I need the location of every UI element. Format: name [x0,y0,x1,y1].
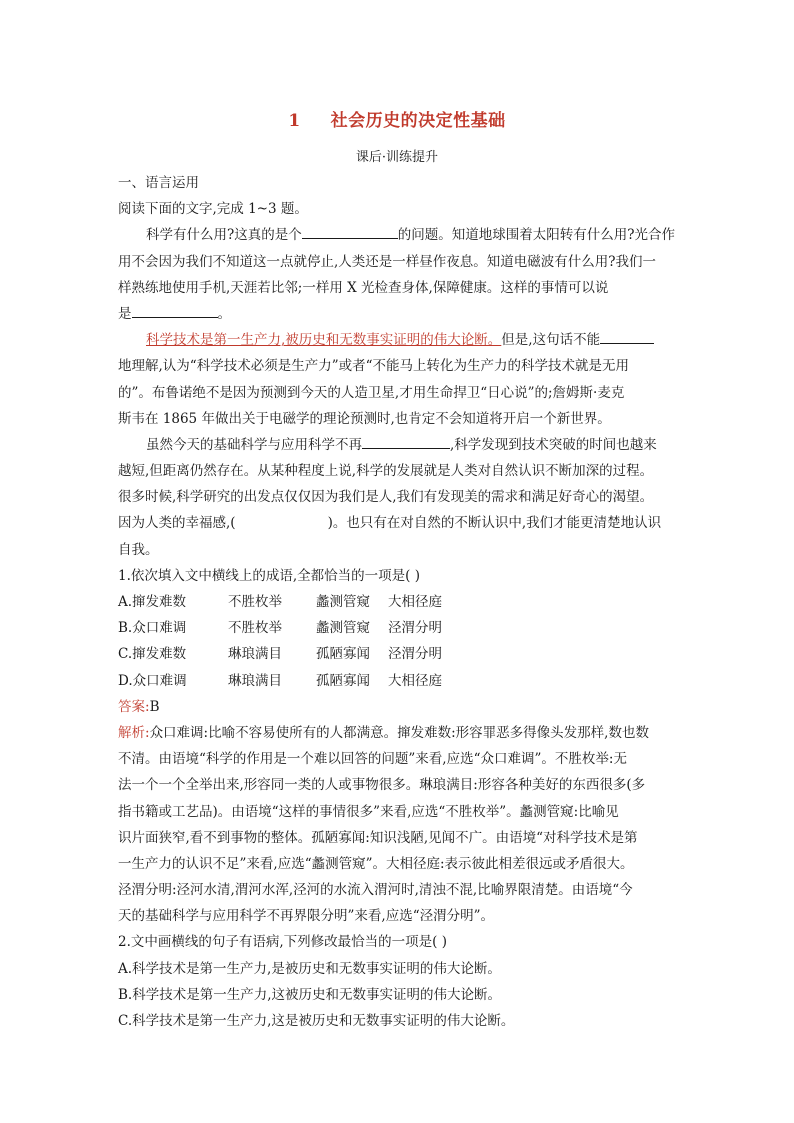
option-word: 不胜枚举 [228,620,282,637]
question-2-option: C.科学技术是第一生产力,这是被历史和无数事实证明的伟大论断。 [118,1013,515,1029]
lesson-number: 1 [288,111,301,131]
analysis-label: 解析: [118,724,150,741]
analysis-line: 指书籍或工艺品)。由语境“这样的事情很多”来看,应选“不胜枚举”。蠡测管窥:比喻见 [118,803,619,820]
question-1-option [118,615,678,641]
question-2-option: B.科学技术是第一生产力,这被历史和无数事实证明的伟大论断。 [118,986,502,1003]
instruction: 阅读下面的文字,完成 1~3 题。 [118,201,308,218]
analysis-line: 一生产力的认识不足”来看,应选“蠡测管窥”。大相径庭:表示彼此相差很远或矛盾很大。 [118,855,634,872]
passage-line [118,432,678,458]
passage-text: 因为人类的幸福感,( [118,515,236,532]
question-1-option [118,589,678,615]
answer-label: 答案: [118,698,150,715]
passage-line: 地理解,认为“科学技术必须是生产力”或者“不能马上转化为生产力的科学技术就是无用 [118,358,629,375]
passage-text: 虽然今天的基础科学与应用科学不再 [146,436,362,453]
option-word: 泾渭分明 [388,646,442,663]
option-word: 琳琅满目 [228,672,282,689]
option-word: 泾渭分明 [388,620,442,637]
passage-line [118,222,678,248]
question-1-option [118,641,678,667]
option-word: 琳琅满目 [228,646,282,663]
passage-text: 。 [217,305,231,322]
lesson-title [0,106,794,131]
passage-text: 科学有什么用?这真的是个 [146,227,302,244]
passage-line [118,301,678,327]
option-word: A.撺发难数 [118,594,187,610]
analysis-line: 天的基础科学与应用科学不再界限分明”来看,应选“泾渭分明”。 [118,908,494,925]
option-word: 大相径庭 [388,594,442,610]
passage-line: 很多时候,科学研究的出发点仅仅因为我们是人,我们有发现美的需求和满足好奇心的渴望。 [118,489,654,506]
question-2-option: A.科学技术是第一生产力,是被历史和无数事实证明的伟大论断。 [118,960,501,977]
subtitle: 课后·训练提升 [355,150,439,165]
fill-blank-2 [132,302,218,318]
question-2-stem: 2.文中画横线的句子有语病,下列修改最恰当的一项是( ) [118,934,447,951]
underlined-sentence: 科学技术是第一生产力,被历史和无数事实证明的伟大论断。 [146,332,502,349]
option-word: D.众口难调 [118,672,187,689]
passage-line: 用不会因为我们不知道这一点就停止,人类还是一样昼作夜息。知道电磁波有什么用?我们一 [118,253,657,270]
passage-line: 的”。布鲁诺绝不是因为预测到今天的人造卫星,才用生命捍卫“日心说”的;詹姆斯·麦克 [118,384,625,401]
option-word: 蠡测管窥 [316,620,370,637]
answer-value: B [149,698,160,715]
fill-blank-3 [600,328,654,344]
passage-text: 但是,这句话不能 [501,332,601,349]
passage-line: 斯韦在 1865 年做出关于电磁学的理论预测时,也肯定不会知道将开启一个新世界。 [118,410,611,427]
passage-line [118,327,678,353]
document-body [118,170,678,1034]
fill-blank-1 [302,223,398,239]
analysis-line: 识片面狭窄,看不到事物的整体。孤陋寡闻:知识浅陋,见闻不广。由语境“对科学技术是第 [118,829,638,846]
section-heading: 一、语言运用 [118,175,199,191]
analysis-line: 法一个一个全举出来,形容同一类的人或事物很多。琳琅满目:形容各种美好的东西很多(多 [118,777,646,794]
option-word: B.众口难调 [118,620,187,637]
fill-blank-4 [362,433,450,449]
passage-line: 样熟练地使用手机,天涯若比邻;一样用 X 光检查身体,保障健康。这样的事情可以说 [118,279,609,296]
passage-line: 自我。 [118,541,159,558]
analysis-text: 众口难调:比喻不容易使所有的人都满意。撺发难数:形容罪恶多得像头发那样,数也数 [149,724,649,741]
passage-line: 越短,但距离仍然存在。从某种程度上说,科学的发展就是人类对自然认识不断加深的过程。 [118,463,654,480]
passage-text: ,科学发现到技术突破的时间也越来 [450,436,657,453]
question-1-option [118,668,678,694]
analysis-line: 泾渭分明:泾河水清,渭河水浑,泾河的水流入渭河时,清浊不混,比喻界限清楚。由语境“今 [118,882,633,899]
option-word: 蠡测管窥 [316,594,370,610]
passage-text: 是 [118,305,132,322]
option-word: 孤陋寡闻 [316,672,370,689]
option-word: 不胜枚举 [228,594,282,610]
question-1-stem: 1.依次填入文中横线上的成语,全都恰当的一项是( ) [118,567,420,584]
analysis-line [118,720,678,746]
option-word: 大相径庭 [388,672,442,689]
answer-line [118,694,678,720]
option-word: 孤陋寡闻 [316,646,370,663]
option-word: C.撺发难数 [118,646,187,663]
passage-text: 的问题。知道地球围着太阳转有什么用?光合作 [397,227,675,244]
analysis-line: 不清。由语境“科学的作用是一个难以回答的问题”来看,应选“众口难调”。不胜枚举:无 [118,751,627,768]
passage-text: )。也只有在对自然的不断认识中,我们才能更清楚地认识 [327,515,662,532]
passage-line [118,510,678,536]
lesson-title-text: 社会历史的决定性基础 [330,111,506,131]
